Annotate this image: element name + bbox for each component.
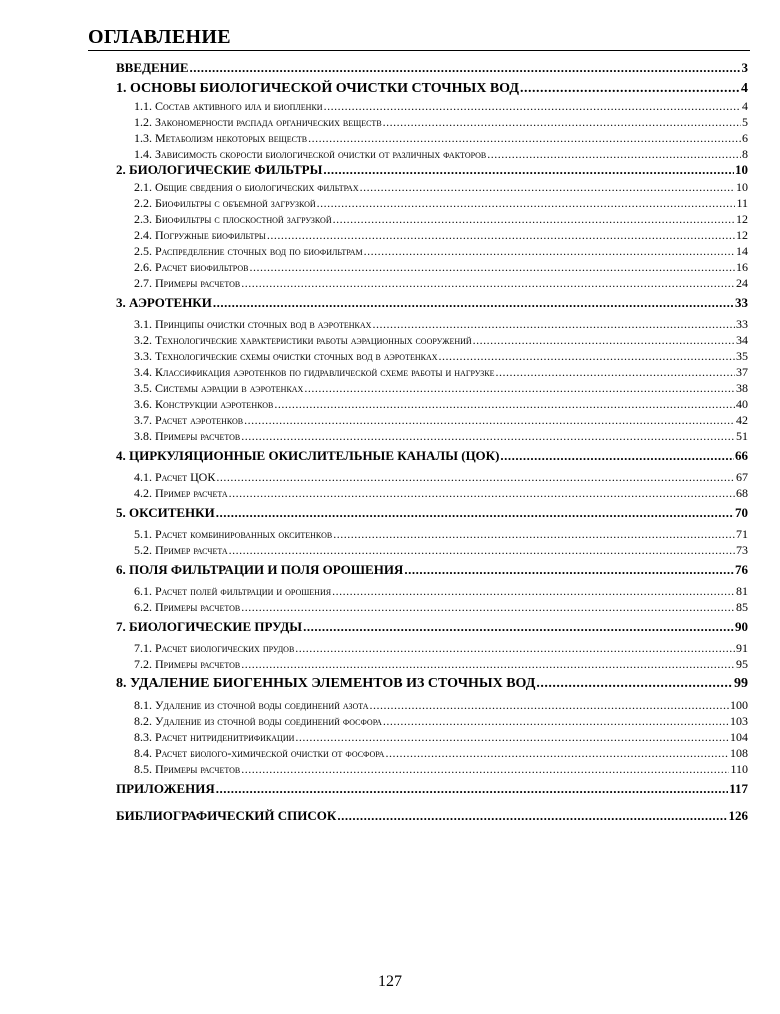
toc-leader [213, 295, 734, 311]
toc-entry-section-2-3[interactable] [116, 211, 748, 227]
toc-entry-page: 99 [734, 676, 748, 691]
toc-leader [360, 179, 735, 195]
toc-leader [324, 98, 741, 114]
toc-entry-page: 14 [736, 244, 748, 258]
toc-entry-section-4-2[interactable] [116, 485, 748, 501]
toc-leader [333, 211, 735, 227]
toc-leader [241, 428, 735, 444]
toc-entry-title: 3.5. Системы аэрации в аэротенках [134, 381, 304, 395]
toc-leader [383, 114, 741, 130]
toc-entry-section-5-1[interactable] [116, 526, 748, 542]
toc-entry-page: 24 [736, 276, 748, 290]
toc-entry-page: 6 [742, 131, 748, 145]
toc-entry-section-8-2[interactable] [116, 713, 748, 729]
toc-leader [520, 81, 740, 97]
toc-entry-section-3-1[interactable] [116, 316, 748, 332]
toc-entry-title: 1.2. Закономерности распада органических веществ [134, 115, 382, 129]
toc-entry-section-5-2[interactable] [116, 542, 748, 558]
toc-entry-title: 8.2. Удаление из сточной воды соединений фосфора [134, 714, 382, 728]
toc-entry-section-7-2[interactable] [116, 656, 748, 672]
toc-entry-page: 76 [735, 562, 748, 577]
toc-entry-section-1-2[interactable] [116, 114, 748, 130]
toc-entry-page: 11 [736, 196, 748, 210]
toc-entry-page: 42 [736, 413, 748, 427]
toc-entry-page: 104 [730, 730, 748, 744]
toc-entry-title: 4. ЦИРКУЛЯЦИОННЫЕ ОКИСЛИТЕЛЬНЫЕ КАНАЛЫ (ЦОК) [116, 448, 500, 463]
toc-leader [216, 781, 728, 797]
toc-leader [332, 583, 735, 599]
toc-entry-page: 5 [742, 115, 748, 129]
toc-leader [404, 562, 734, 578]
toc-leader [295, 729, 729, 745]
toc-entry-section-2-6[interactable] [116, 259, 748, 275]
toc-entry-page: 126 [728, 808, 748, 823]
toc-entry-title: 3.6. Конструкции аэротенков [134, 397, 274, 411]
toc-entry-page: 3 [741, 60, 748, 75]
toc-entry-section-2-1[interactable] [116, 179, 748, 195]
toc-leader [536, 676, 733, 692]
toc-entry-page: 12 [736, 228, 748, 242]
toc-entry-page: 90 [735, 619, 748, 634]
toc-entry-page: 71 [736, 527, 748, 541]
toc-leader [241, 656, 735, 672]
toc-entry-section-4-1[interactable] [116, 469, 748, 485]
toc-entry-section-2-5[interactable] [116, 243, 748, 259]
toc-entry-page: 10 [735, 162, 748, 177]
toc-entry-page: 68 [736, 486, 748, 500]
toc-entry-title: ВВЕДЕНИЕ [116, 60, 189, 75]
toc-entry-title: 2.7. Примеры расчетов [134, 276, 241, 290]
table-of-contents [116, 60, 748, 825]
toc-leader [241, 761, 729, 777]
toc-entry-section-1-1[interactable] [116, 98, 748, 114]
toc-leader [241, 599, 735, 615]
toc-entry-section-3-2[interactable] [116, 332, 748, 348]
toc-leader [364, 243, 735, 259]
toc-entry-title: 1.4. Зависимость скорости биологической очистки от различных факторов [134, 147, 487, 161]
toc-entry-page: 33 [735, 295, 748, 310]
toc-entry-title: ПРИЛОЖЕНИЯ [116, 781, 215, 796]
toc-entry-title: 8.4. Расчет биолого-химической очистки от фосфора [134, 746, 385, 760]
toc-entry-page: 100 [730, 698, 748, 712]
toc-entry-title: БИБЛИОГРАФИЧЕСКИЙ СПИСОК [116, 808, 337, 823]
toc-entry-page: 4 [742, 99, 748, 113]
toc-entry-page: 95 [736, 657, 748, 671]
toc-entry-title: 2.4. Погружные биофильтры [134, 228, 266, 242]
page-title: ОГЛАВЛЕНИЕ [88, 26, 231, 48]
toc-entry-title: 8.1. Удаление из сточной воды соединений азота [134, 698, 369, 712]
toc-entry-title: 8.3. Расчет нитриденитрификации [134, 730, 295, 744]
toc-entry-title: 6. ПОЛЯ ФИЛЬТРАЦИИ И ПОЛЯ ОРОШЕНИЯ [116, 562, 404, 577]
toc-entry-page: 37 [736, 365, 748, 379]
toc-entry-chapter-5[interactable] [116, 505, 748, 522]
toc-entry-page: 108 [730, 746, 748, 760]
toc-entry-title: 2.6. Расчет биофильтров [134, 260, 249, 274]
toc-entry-chapter-3[interactable] [116, 295, 748, 312]
toc-leader [439, 348, 735, 364]
toc-leader [241, 275, 735, 291]
toc-entry-title: 2.2. Биофильтры с объемной загрузкой [134, 196, 316, 210]
toc-entry-section-8-3[interactable] [116, 729, 748, 745]
toc-entry-title: 7.1. Расчет биологических прудов [134, 641, 295, 655]
toc-entry-page: 12 [736, 212, 748, 226]
toc-entry-section-6-2[interactable] [116, 599, 748, 615]
toc-entry-section-6-1[interactable] [116, 583, 748, 599]
toc-entry-chapter-4[interactable] [116, 448, 748, 465]
toc-entry-title: 3.3. Технологические схемы очистки сточных вод в аэротенках [134, 349, 438, 363]
toc-entry-chapter-2[interactable] [116, 162, 748, 179]
toc-entry-title: 2.3. Биофильтры с плоскостной загрузкой [134, 212, 332, 226]
toc-leader [267, 227, 735, 243]
toc-entry-title: 3. АЭРОТЕНКИ [116, 295, 212, 310]
toc-entry-title: 7. БИОЛОГИЧЕСКИЕ ПРУДЫ [116, 619, 303, 634]
toc-leader [303, 619, 734, 635]
toc-entry-page: 85 [736, 600, 748, 614]
toc-entry-title: 1.1. Состав активного ила и биопленки [134, 99, 323, 113]
page-number: 127 [378, 973, 402, 990]
toc-entry-page: 33 [736, 317, 748, 331]
toc-entry-appendices[interactable] [116, 781, 748, 798]
toc-leader [249, 259, 735, 275]
toc-entry-title: 4.1. Расчет ЦОК [134, 470, 216, 484]
toc-leader [244, 412, 735, 428]
toc-entry-title: 2.1. Общие сведения о биологических фильтрах [134, 180, 359, 194]
toc-leader [337, 808, 727, 824]
toc-leader [323, 162, 734, 178]
toc-entry-chapter-1[interactable] [116, 81, 748, 98]
toc-entry-title: 8.5. Примеры расчетов [134, 762, 241, 776]
toc-entry-section-1-4[interactable] [116, 146, 748, 162]
toc-entry-title: 8. УДАЛЕНИЕ БИОГЕННЫХ ЭЛЕМЕНТОВ ИЗ СТОЧНЫХ ВОД [116, 676, 536, 691]
toc-entry-page: 34 [736, 333, 748, 347]
toc-entry-section-7-1[interactable] [116, 640, 748, 656]
toc-entry-section-3-3[interactable] [116, 348, 748, 364]
toc-entry-page: 70 [735, 505, 748, 520]
toc-leader [216, 469, 735, 485]
toc-leader [487, 146, 741, 162]
toc-entry-title: 4.2. Пример расчета [134, 486, 228, 500]
toc-entry-section-2-7[interactable] [116, 275, 748, 291]
toc-entry-page: 66 [735, 448, 748, 463]
toc-entry-title: 7.2. Примеры расчетов [134, 657, 241, 671]
toc-leader [304, 380, 735, 396]
toc-entry-page: 110 [730, 762, 748, 776]
toc-leader [495, 364, 735, 380]
toc-entry-page: 40 [736, 397, 748, 411]
toc-entry-title: 5. ОКСИТЕНКИ [116, 505, 215, 520]
toc-entry-page: 67 [736, 470, 748, 484]
toc-entry-title: 5.1. Расчет комбинированных окситенков [134, 527, 333, 541]
toc-entry-title: 5.2. Пример расчета [134, 543, 228, 557]
toc-entry-title: 3.2. Технологические характеристики работы аэрационных сооружений [134, 333, 472, 347]
toc-entry-title: 3.8. Примеры расчетов [134, 429, 241, 443]
toc-entry-page: 16 [736, 260, 748, 274]
toc-entry-section-2-4[interactable] [116, 227, 748, 243]
toc-entry-section-3-7[interactable] [116, 412, 748, 428]
toc-entry-section-8-4[interactable] [116, 745, 748, 761]
toc-leader [295, 640, 735, 656]
toc-leader [385, 745, 729, 761]
toc-leader [229, 542, 735, 558]
toc-entry-page: 10 [736, 180, 748, 194]
toc-leader [383, 713, 729, 729]
toc-leader [190, 60, 741, 76]
toc-entry-section-8-5[interactable] [116, 761, 748, 777]
toc-entry-page: 81 [736, 584, 748, 598]
toc-entry-section-3-4[interactable] [116, 364, 748, 380]
toc-leader [308, 130, 741, 146]
toc-entry-page: 117 [729, 781, 748, 796]
toc-entry-title: 6.1. Расчет полей фильтрации и орошения [134, 584, 332, 598]
toc-entry-page: 91 [736, 641, 748, 655]
title-underline [88, 50, 750, 51]
toc-entry-page: 8 [742, 147, 748, 161]
toc-entry-bibliography[interactable] [116, 808, 748, 825]
toc-leader [274, 396, 735, 412]
toc-entry-page: 35 [736, 349, 748, 363]
toc-entry-page: 51 [736, 429, 748, 443]
toc-entry-title: 3.4. Классификация аэротенков по гидравлической схеме работы и нагрузке [134, 365, 495, 379]
toc-leader [229, 485, 735, 501]
toc-entry-page: 73 [736, 543, 748, 557]
toc-leader [372, 316, 735, 332]
toc-entry-chapter-8[interactable] [116, 676, 748, 693]
toc-entry-page: 4 [741, 81, 748, 96]
toc-leader [473, 332, 735, 348]
toc-entry-title: 2. БИОЛОГИЧЕСКИЕ ФИЛЬТРЫ [116, 162, 323, 177]
toc-entry-section-1-3[interactable] [116, 130, 748, 146]
toc-leader [370, 697, 729, 713]
toc-entry-page: 38 [736, 381, 748, 395]
toc-entry-section-2-2[interactable] [116, 195, 748, 211]
toc-entry-title: 6.2. Примеры расчетов [134, 600, 241, 614]
toc-entry-title: 3.7. Расчет аэротенков [134, 413, 244, 427]
toc-leader [500, 448, 734, 464]
toc-entry-section-3-8[interactable] [116, 428, 748, 444]
toc-entry-section-8-1[interactable] [116, 697, 748, 713]
toc-entry-section-3-5[interactable] [116, 380, 748, 396]
toc-entry-chapter-6[interactable] [116, 562, 748, 579]
toc-entry-chapter-7[interactable] [116, 619, 748, 636]
toc-leader [216, 505, 734, 521]
toc-entry-title: 2.5. Распределение сточных вод по биофильтрам [134, 244, 363, 258]
toc-entry-page: 103 [730, 714, 748, 728]
toc-entry-title: 3.1. Принципы очистки сточных вод в аэротенках [134, 317, 372, 331]
toc-entry-introduction[interactable] [116, 60, 748, 77]
toc-entry-section-3-6[interactable] [116, 396, 748, 412]
toc-leader [317, 195, 736, 211]
toc-entry-title: 1.3. Метаболизм некоторых веществ [134, 131, 308, 145]
toc-leader [333, 526, 735, 542]
toc-entry-title: 1. ОСНОВЫ БИОЛОГИЧЕСКОЙ ОЧИСТКИ СТОЧНЫХ ВОД [116, 81, 519, 96]
